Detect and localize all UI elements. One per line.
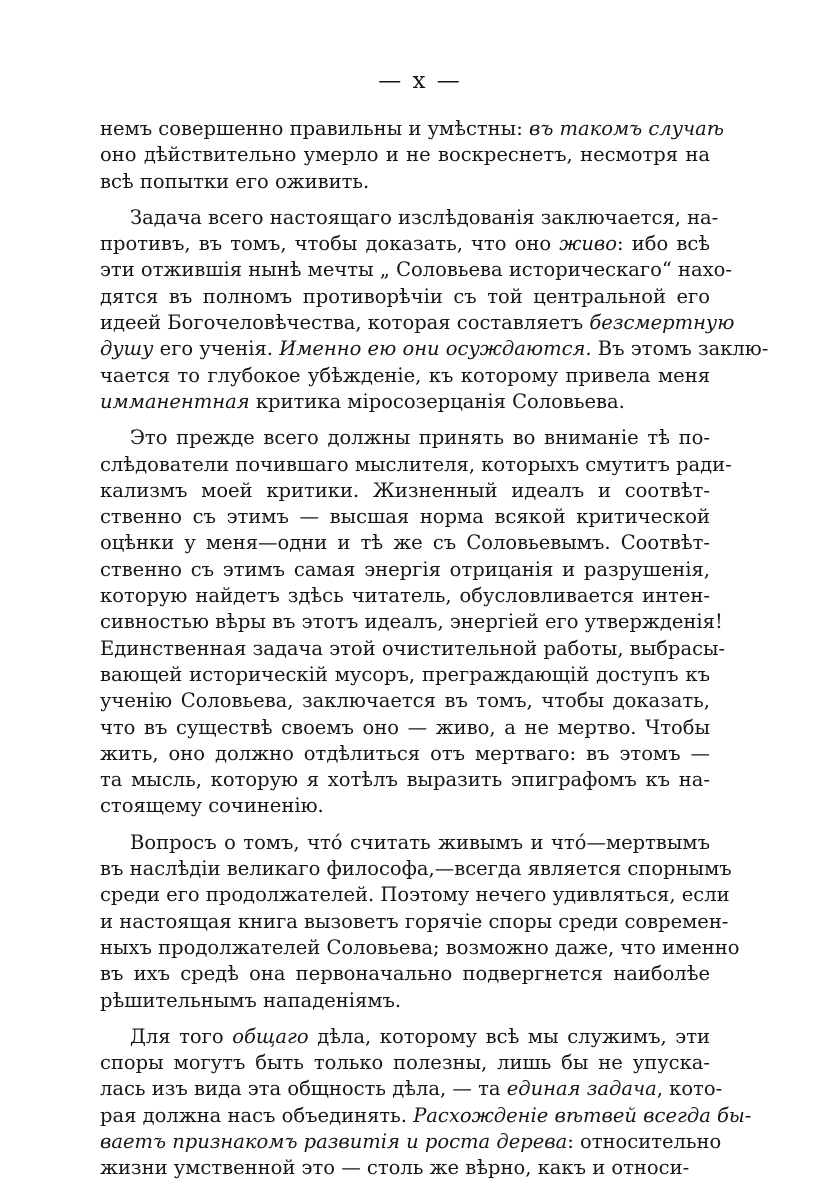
text-line: чается то глубокое убѣжденіе, къ которому привела меня — [100, 363, 710, 387]
text-line: въ ихъ средѣ она первоначально подвергнется наиболѣе — [100, 962, 710, 986]
text-line: ваетъ признакомъ развитія и роста дерева: относительно — [100, 1129, 722, 1153]
emphasized-text: Расхожденіе вѣтвей всегда бы- — [413, 1103, 752, 1127]
emphasized-text: въ такомъ случаѣ — [528, 117, 724, 140]
text-line: Это прежде всего должны принять во вниманіе тѣ по- — [130, 426, 710, 450]
text-line: Вопросъ о томъ, что́ считать живымъ и что́—мертвымъ — [130, 830, 710, 854]
emphasized-text: имманентная — [100, 389, 250, 413]
emphasized-text: единая задача — [506, 1077, 657, 1101]
text-line: вающей историческій мусоръ, преграждающій доступъ къ — [100, 662, 710, 686]
text-line: Единственная задача этой очистительной работы, выбрасы- — [100, 636, 726, 660]
body-text — [100, 116, 769, 1182]
text-line: среди его продолжателей. Поэтому нечего удивляться, если — [100, 883, 730, 907]
text-line: всѣ попытки его оживить. — [100, 169, 370, 193]
text-line: дятся въ полномъ противорѣчіи съ той центральной его — [100, 284, 710, 308]
paragraph-gap — [100, 195, 710, 205]
text-line: Для того общаго дѣла, которому всѣ мы служимъ, эти — [130, 1024, 710, 1048]
emphasized-text: Именно ею они осуждаются. — [279, 337, 592, 361]
text-line: ученію Соловьева, заключается въ томъ, чтобы доказать, — [100, 689, 710, 713]
page-number: — x — — [378, 68, 462, 94]
emphasized-text: ваетъ признакомъ развитія и роста дерева — [100, 1129, 568, 1153]
text-line: Задача всего настоящаго изслѣдованія заключается, на- — [130, 205, 719, 229]
paragraph — [100, 1024, 752, 1182]
text-line: слѣдователи почившаго мыслителя, которыхъ смутитъ ради- — [100, 452, 732, 476]
text-line: которую найдетъ здѣсь читатель, обусловливается интен- — [100, 584, 710, 608]
text-line: та мысль, которую я хотѣлъ выразить эпиграфомъ къ на- — [100, 768, 710, 792]
text-line: эти отжившія нынѣ мечты „ Соловьева историческаго“ нахо- — [100, 258, 732, 282]
paragraph — [100, 830, 740, 1014]
paragraph-gap — [100, 820, 710, 830]
paragraph — [100, 205, 769, 415]
text-line: ственно съ этимъ самая энергія отрицанія и разрушенія, — [100, 557, 710, 581]
text-line: оцѣнки у меня—одни и тѣ же съ Соловьевымъ. Соотвѣт- — [100, 531, 710, 555]
paragraph — [100, 116, 724, 195]
text-line: ственно съ этимъ — высшая норма всякой критической — [100, 505, 710, 529]
emphasized-text: безсмертную — [589, 311, 735, 335]
text-line: имманентная критика міросозерцанія Соловьева. — [100, 389, 625, 413]
emphasized-text: общаго — [232, 1024, 309, 1048]
emphasized-text: душу — [100, 337, 154, 361]
text-line: рая должна насъ объединять. Расхожденіе вѣтвей всегда бы- — [100, 1103, 752, 1127]
paragraph-gap — [100, 415, 710, 425]
text-line: кализмъ моей критики. Жизненный идеалъ и соотвѣт- — [100, 478, 710, 502]
text-line: рѣшительнымъ нападеніямъ. — [100, 988, 402, 1012]
text-line: ныхъ продолжателей Соловьева; возможно даже, что именно — [100, 935, 740, 959]
text-line: душу его ученія. Именно ею они осуждаются. Въ этомъ заклю- — [100, 337, 769, 361]
text-line: оно дѣйствительно умерло и не воскреснетъ, несмотря на — [100, 143, 710, 167]
text-line: и настоящая книга вызоветъ горячіе споры среди современ- — [100, 909, 729, 933]
text-line: что въ существѣ своемъ оно — живо, а не мертво. Чтобы — [100, 715, 710, 739]
text-line: споры могутъ быть только полезны, лишь бы не упуска- — [100, 1051, 710, 1075]
emphasized-text: живо — [559, 232, 618, 256]
text-line: жизни умственной это — столь же вѣрно, какъ и относи- — [100, 1156, 690, 1180]
text-line: въ наслѣдіи великаго философа,—всегда является спорнымъ — [100, 857, 732, 881]
text-line: немъ совершенно правильны и умѣстны: въ такомъ случаѣ — [100, 117, 724, 140]
text-line: сивностью вѣры въ этотъ идеалъ, энергіей его утвержденія! — [100, 610, 723, 634]
text-line: жить, оно должно отдѣлиться отъ мертваго: въ этомъ — — [100, 741, 710, 765]
text-line: идеей Богочеловѣчества, которая составляетъ безсмертную — [100, 311, 735, 335]
text-line: стоящему сочиненію. — [100, 794, 324, 818]
text-line: противъ, въ томъ, чтобы доказать, что оно живо: ибо всѣ — [100, 232, 710, 256]
paragraph — [100, 425, 732, 819]
paragraph-gap — [100, 1014, 710, 1024]
text-line: лась изъ вида эта общность дѣла, — та единая задача, кото- — [100, 1077, 723, 1101]
